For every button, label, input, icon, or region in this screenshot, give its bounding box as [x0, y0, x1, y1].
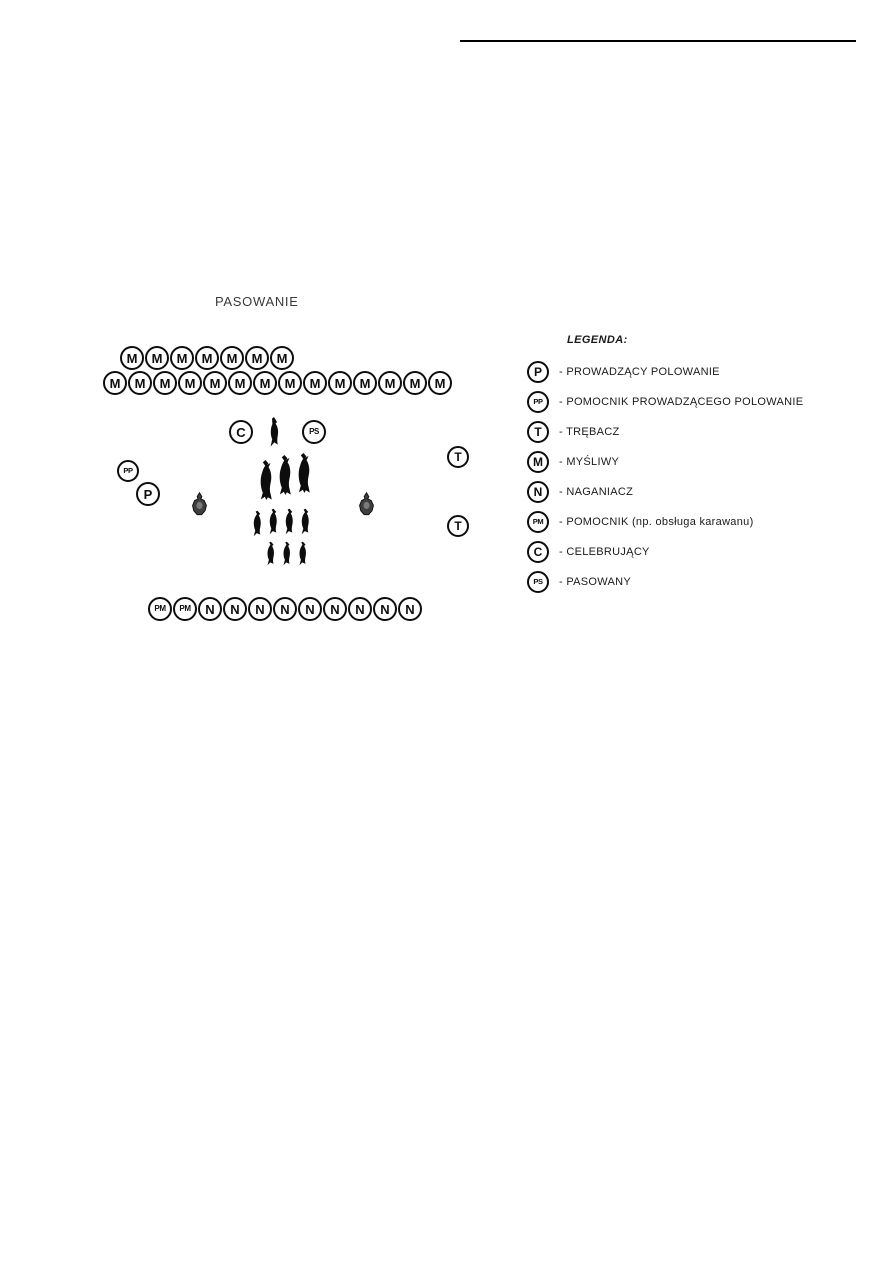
legend-symbol-circle: P [527, 361, 549, 383]
hunter-circle: M [170, 346, 194, 370]
legend-item [527, 477, 803, 507]
legend-symbol-circle: M [527, 451, 549, 473]
deer-icon [275, 454, 292, 496]
game-animal-icon [282, 508, 296, 535]
beater-circle: N [248, 597, 272, 621]
hunter-circle: M [253, 371, 277, 395]
legend-symbol-circle: C [527, 541, 549, 563]
legend-item-label: - PASOWANY [559, 576, 632, 588]
beater-circle: N [373, 597, 397, 621]
legend-symbol-circle: N [527, 481, 549, 503]
legend-item [527, 507, 803, 537]
beater-circle: N [398, 597, 422, 621]
legend-title: LEGENDA: [567, 334, 628, 346]
hunter-circle: M [303, 371, 327, 395]
diagram-title: PASOWANIE [215, 294, 299, 309]
legend [527, 357, 803, 597]
game-animal-icon [298, 508, 312, 535]
hunter-circle: M [428, 371, 452, 395]
legend-item [527, 537, 803, 567]
legend-symbol-circle: PP [527, 391, 549, 413]
campfire-icon [191, 492, 208, 516]
beater-circle: N [323, 597, 347, 621]
game-animal-icon [250, 510, 264, 537]
legend-item [527, 447, 803, 477]
game-animal-icon [280, 541, 293, 566]
hunter-circle: M [403, 371, 427, 395]
legend-item-label: - MYŚLIWY [559, 456, 620, 468]
beater-circle: N [298, 597, 322, 621]
legend-item-label: - POMOCNIK PROWADZĄCEGO POLOWANIE [559, 396, 804, 408]
legend-item-label: - CELEBRUJĄCY [559, 546, 650, 558]
game-animal-icon [266, 508, 280, 535]
hunter-circle: M [120, 346, 144, 370]
legend-item [527, 567, 803, 597]
helper-circle: PM [148, 597, 172, 621]
leader-circle: P [136, 482, 160, 506]
legend-item [527, 357, 803, 387]
legend-symbol-circle: PM [527, 511, 549, 533]
game-row-3 [264, 541, 309, 566]
beater-circle: N [348, 597, 372, 621]
hunters-row-1 [120, 346, 294, 370]
beater-circle: N [223, 597, 247, 621]
hunter-circle: M [245, 346, 269, 370]
hunter-circle: M [195, 346, 219, 370]
game-row-deer [256, 452, 311, 494]
celebrant-circle: C [229, 420, 253, 444]
hunter-circle: M [228, 371, 252, 395]
helper-circle: PM [173, 597, 197, 621]
header-rule [460, 40, 856, 42]
beater-circle: N [198, 597, 222, 621]
deer-icon [294, 452, 311, 494]
deer-icon [256, 459, 273, 501]
hunter-circle: M [220, 346, 244, 370]
legend-item-label: - NAGANIACZ [559, 486, 634, 498]
knighted-circle: PS [302, 420, 326, 444]
legend-symbol-circle: PS [527, 571, 549, 593]
hunter-circle: M [278, 371, 302, 395]
hunter-circle: M [270, 346, 294, 370]
hunter-circle: M [203, 371, 227, 395]
campfire-icon [358, 492, 375, 516]
standing-game-icon [266, 416, 282, 448]
legend-item-label: - PROWADZĄCY POLOWANIE [559, 366, 720, 378]
legend-item [527, 417, 803, 447]
hunter-circle: M [353, 371, 377, 395]
game-animal-icon [296, 541, 309, 566]
leader-assistant-circle: PP [117, 460, 139, 482]
hunters-row-2 [103, 371, 452, 395]
trumpeter-circle: T [447, 446, 469, 468]
legend-symbol-circle: T [527, 421, 549, 443]
hunter-circle: M [328, 371, 352, 395]
hunter-circle: M [378, 371, 402, 395]
hunter-circle: M [178, 371, 202, 395]
hunter-circle: M [128, 371, 152, 395]
trumpeter-circle: T [447, 515, 469, 537]
hunter-circle: M [145, 346, 169, 370]
legend-item-label: - POMOCNIK (np. obsługa karawanu) [559, 516, 754, 528]
beaters-row [148, 597, 422, 621]
beater-circle: N [273, 597, 297, 621]
game-animal-icon [264, 541, 277, 566]
hunter-circle: M [153, 371, 177, 395]
legend-item [527, 387, 803, 417]
hunter-circle: M [103, 371, 127, 395]
legend-item-label: - TRĘBACZ [559, 426, 620, 438]
game-row-2 [250, 508, 312, 535]
